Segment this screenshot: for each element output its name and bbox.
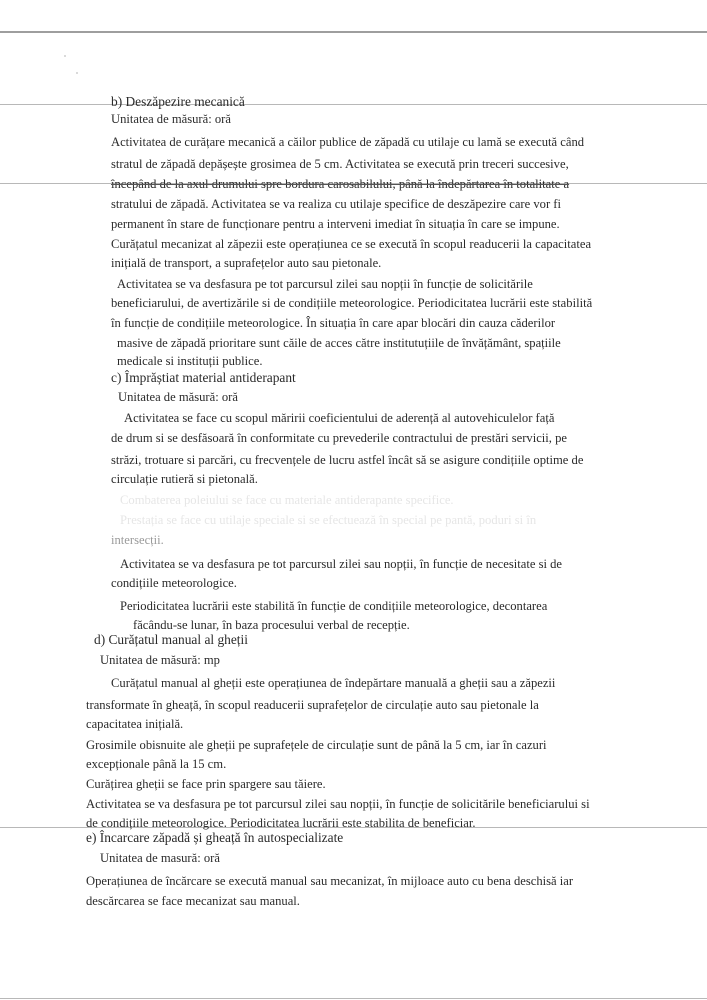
section-b-line: masive de zăpadă prioritare sunt căile de acces către institutuțiile de învățământ, spațiile (117, 336, 561, 350)
section-b-line: permanent în stare de funcționare pentru a interveni imediat în situația în care se impune. (111, 217, 560, 231)
section-e-unit: Unitatea de masură: oră (100, 851, 220, 865)
section-b-unit: Unitatea de măsură: oră (111, 112, 231, 126)
section-c-line: făcându-se lunar, în baza procesului verbal de recepție. (133, 618, 410, 632)
section-e-line: Operațiunea de încărcare se execută manual sau mecanizat, în mijloace auto cu bena deschisă iar (86, 874, 574, 888)
section-d-line: Curățirea gheții se face prin spargere sau tăiere. (86, 777, 326, 791)
section-b-line: medicale si instituții publice. (117, 354, 263, 368)
section-c-title: c) Împrăștiat material antiderapant (111, 370, 296, 385)
section-b-line: începând de la axul drumului spre bordura carosabilului, până la îndepărtarea în totalitate a (111, 177, 570, 191)
section-b-line: Curățatul mecanizat al zăpezii este operațiunea ce se execută în scopul readucerii la capacitatea (111, 237, 592, 251)
section-b-line: Activitatea de curățare mecanică a căilor publice de zăpadă cu utilaje cu lamă se execută când (111, 135, 585, 149)
section-b-line: Activitatea se va desfasura pe tot parcursul zilei sau nopții în funcție de solicitările (117, 277, 533, 291)
scan-speck (64, 55, 66, 57)
section-d-line: transformate în gheață, în scopul readucerii suprafețelor de circulație auto sau pietonale la (86, 698, 539, 712)
section-d-line: Grosimile obisnuite ale gheții pe suprafețele de circulație sunt de până la 5 cm, iar în cazuri (86, 738, 547, 752)
section-d-line: excepționale până la 15 cm. (86, 757, 227, 771)
section-c-faded-line: Combaterea poleiului se face cu materiale antiderapante specifice. (120, 493, 454, 507)
section-c-line: străzi, trotuare si parcări, cu frecvențele de lucru astfel încât să se asigure condițiile optime de (111, 453, 584, 467)
section-c-line: Periodicitatea lucrării este stabilită în funcție de condițiile meteorologice, decontarea (120, 599, 548, 613)
section-c-unit: Unitatea de măsură: oră (118, 390, 238, 404)
section-d-line: Activitatea se va desfasura pe tot parcursul zilei sau nopții, în funcție de solicitările beneficiarului si (86, 797, 590, 811)
section-b-line: stratului de zăpadă. Activitatea se va realiza cu utilaje specifice de deszăpezire care vor fi (111, 197, 561, 211)
section-b-line: în funcție de condițiile meteorologice. În situația în care apar blocări din cauza căderilor (111, 316, 556, 330)
section-e-title: e) Încarcare zăpadă și gheață în autospecializate (86, 830, 344, 845)
section-c-line: circulație rutieră si pietonală. (111, 472, 258, 486)
scan-edge-line (0, 31, 707, 33)
scan-speck (76, 72, 78, 74)
section-d-line: de condițiile meteorologice. Periodicitatea lucrării este stabilita de beneficiar. (86, 816, 476, 830)
section-d-line: Curățatul manual al gheții este operațiunea de îndepărtare manuală a gheții sau a zăpezii (111, 676, 556, 690)
scan-artifact-line (0, 104, 707, 105)
section-c-line: Activitatea se va desfasura pe tot parcursul zilei sau nopții, în funcție de necesitate si de (120, 557, 563, 571)
section-b-line: stratul de zăpadă depășește grosimea de 5 cm. Activitatea se execută prin treceri succesive, (111, 157, 569, 171)
section-d-title: d) Curățatul manual al gheții (94, 632, 248, 647)
section-b-line: inițială de transport, a suprafețelor auto sau pietonale. (111, 256, 382, 270)
scan-artifact-line (0, 998, 707, 999)
section-e-line: descărcarea se face mecanizat sau manual. (86, 894, 300, 908)
section-c-line: condițiile meteorologice. (111, 576, 237, 590)
section-d-line: capacitatea inițială. (86, 717, 184, 731)
section-c-line: intersecții. (111, 533, 164, 547)
section-d-unit: Unitatea de măsură: mp (100, 653, 220, 667)
section-c-faded-line: Prestația se face cu utilaje speciale si se efectuează în special pe pantă, poduri si în (120, 513, 537, 527)
section-b-line: beneficiarului, de avertizările si de condițiile meteorologice. Periodicitatea lucrării este stabilită (111, 296, 593, 310)
section-c-line: de drum si se desfăsoară în conformitate cu prevederile contractului de prestări servicii, pe (111, 431, 567, 445)
section-b-title: b) Deszăpezire mecanică (111, 94, 245, 109)
section-c-line: Activitatea se face cu scopul măririi coeficientului de aderență al autovehiculelor față (124, 411, 555, 425)
